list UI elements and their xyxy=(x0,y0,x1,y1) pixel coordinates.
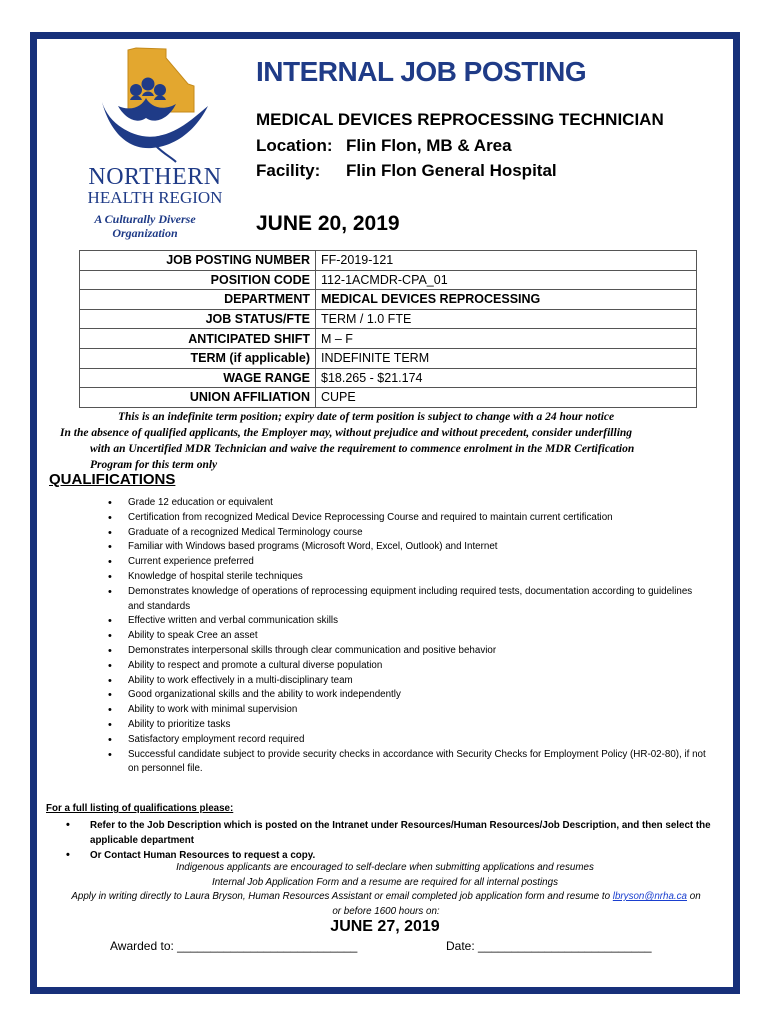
refer-list xyxy=(66,818,726,863)
apply-instructions: Apply in writing directly to Laura Bryson, Human Resources Assistant or email completed job application form and resume to lbryson@nrha.ca on or before 1600 hours on: xyxy=(71,891,701,917)
page-title: INTERNAL JOB POSTING xyxy=(256,56,587,87)
closing-date: JUNE 27, 2019 xyxy=(330,918,440,935)
facility-label: Facility: xyxy=(256,161,321,180)
awarded-to-field: Awarded to: ___________________________ xyxy=(110,939,358,953)
table-row: WAGE RANGE $18.265 - $21.174 xyxy=(80,368,697,388)
required-note: Internal Job Application Form and a resume are required for all internal postings xyxy=(212,877,558,888)
full-listing-heading: For a full listing of qualifications please: xyxy=(46,803,234,814)
facility-value: Flin Flon General Hospital xyxy=(346,161,557,180)
logo-tagline: A Culturally Diverse Organization xyxy=(94,212,196,240)
logo-org-line1: NORTHERN xyxy=(88,164,222,190)
table-row: TERM (if applicable) INDEFINITE TERM xyxy=(80,348,697,368)
email-link[interactable]: lbryson@nrha.ca xyxy=(612,891,688,902)
posting-info-table xyxy=(79,250,697,408)
list-item: • Effective written and verbal communication skills xyxy=(108,614,708,629)
list-item: • Ability to respect and promote a cultural diverse population xyxy=(108,659,708,674)
location-label: Location: xyxy=(256,136,333,155)
posting-date: JUNE 20, 2019 xyxy=(256,212,400,235)
table-row: POSITION CODE 112-1ACMDR-CPA_01 xyxy=(80,270,697,290)
table-row: DEPARTMENT MEDICAL DEVICES REPROCESSING xyxy=(80,290,697,310)
list-item: • Demonstrates interpersonal skills through clear communication and positive behavior xyxy=(108,644,708,659)
list-item: • Good organizational skills and the ability to work independently xyxy=(108,688,708,703)
list-item: • Refer to the Job Description which is posted on the Intranet under Resources/Human Resources/Job Description, and then select the applicable department xyxy=(66,818,726,848)
table-row: JOB POSTING NUMBER FF-2019-121 xyxy=(80,251,697,271)
list-item: • Or Contact Human Resources to request a copy. xyxy=(66,848,726,863)
facility-line xyxy=(256,161,557,181)
term-notes: This is an indefinite term position; expiry date of term position is subject to change with a 24 hour notice In the absence of qualified applicants, the Employer may, without prejudice and without precedent, consider underfilling with an Uncertified MDR Technician and waive the requirement to commence enrolment in the MDR Certification Program for this term only xyxy=(60,411,635,471)
list-item: • Successful candidate subject to provide security checks in accordance with Security Checks for Employment Policy (HR-02-80), if not on personnel file. xyxy=(108,748,708,778)
list-item: • Knowledge of hospital sterile techniques xyxy=(108,570,708,585)
list-item: • Current experience preferred xyxy=(108,555,708,570)
location-line xyxy=(256,136,512,156)
northern-health-region-logo xyxy=(80,46,230,242)
list-item: • Satisfactory employment record required xyxy=(108,733,708,748)
position-title: MEDICAL DEVICES REPROCESSING TECHNICIAN xyxy=(256,110,664,129)
list-item: • Ability to work effectively in a multi-disciplinary team xyxy=(108,674,708,689)
list-item: • Ability to prioritize tasks xyxy=(108,718,708,733)
list-item: • Familiar with Windows based programs (Microsoft Word, Excel, Outlook) and Internet xyxy=(108,540,708,555)
indigenous-note: Indigenous applicants are encouraged to self-declare when submitting applications and resumes xyxy=(176,862,594,873)
date-field: Date: __________________________ xyxy=(446,939,652,953)
table-row: JOB STATUS/FTE TERM / 1.0 FTE xyxy=(80,309,697,329)
qualifications-list xyxy=(108,496,708,777)
table-row: ANTICIPATED SHIFT M – F xyxy=(80,329,697,349)
qualifications-heading: QUALIFICATIONS xyxy=(49,471,176,488)
table-row: UNION AFFILIATION CUPE xyxy=(80,388,697,408)
list-item: • Demonstrates knowledge of operations of reprocessing equipment including required tests, documentation according to guidelines and standards xyxy=(108,585,708,615)
list-item: • Graduate of a recognized Medical Terminology course xyxy=(108,526,708,541)
list-item: • Ability to work with minimal supervision xyxy=(108,703,708,718)
list-item: • Ability to speak Cree an asset xyxy=(108,629,708,644)
manitoba-emblem-icon xyxy=(80,46,230,164)
logo-org-line2: HEALTH REGION xyxy=(87,188,223,207)
location-value: Flin Flon, MB & Area xyxy=(346,136,512,155)
list-item: • Certification from recognized Medical Device Reprocessing Course and required to maintain current certification xyxy=(108,511,708,526)
list-item: • Grade 12 education or equivalent xyxy=(108,496,708,511)
